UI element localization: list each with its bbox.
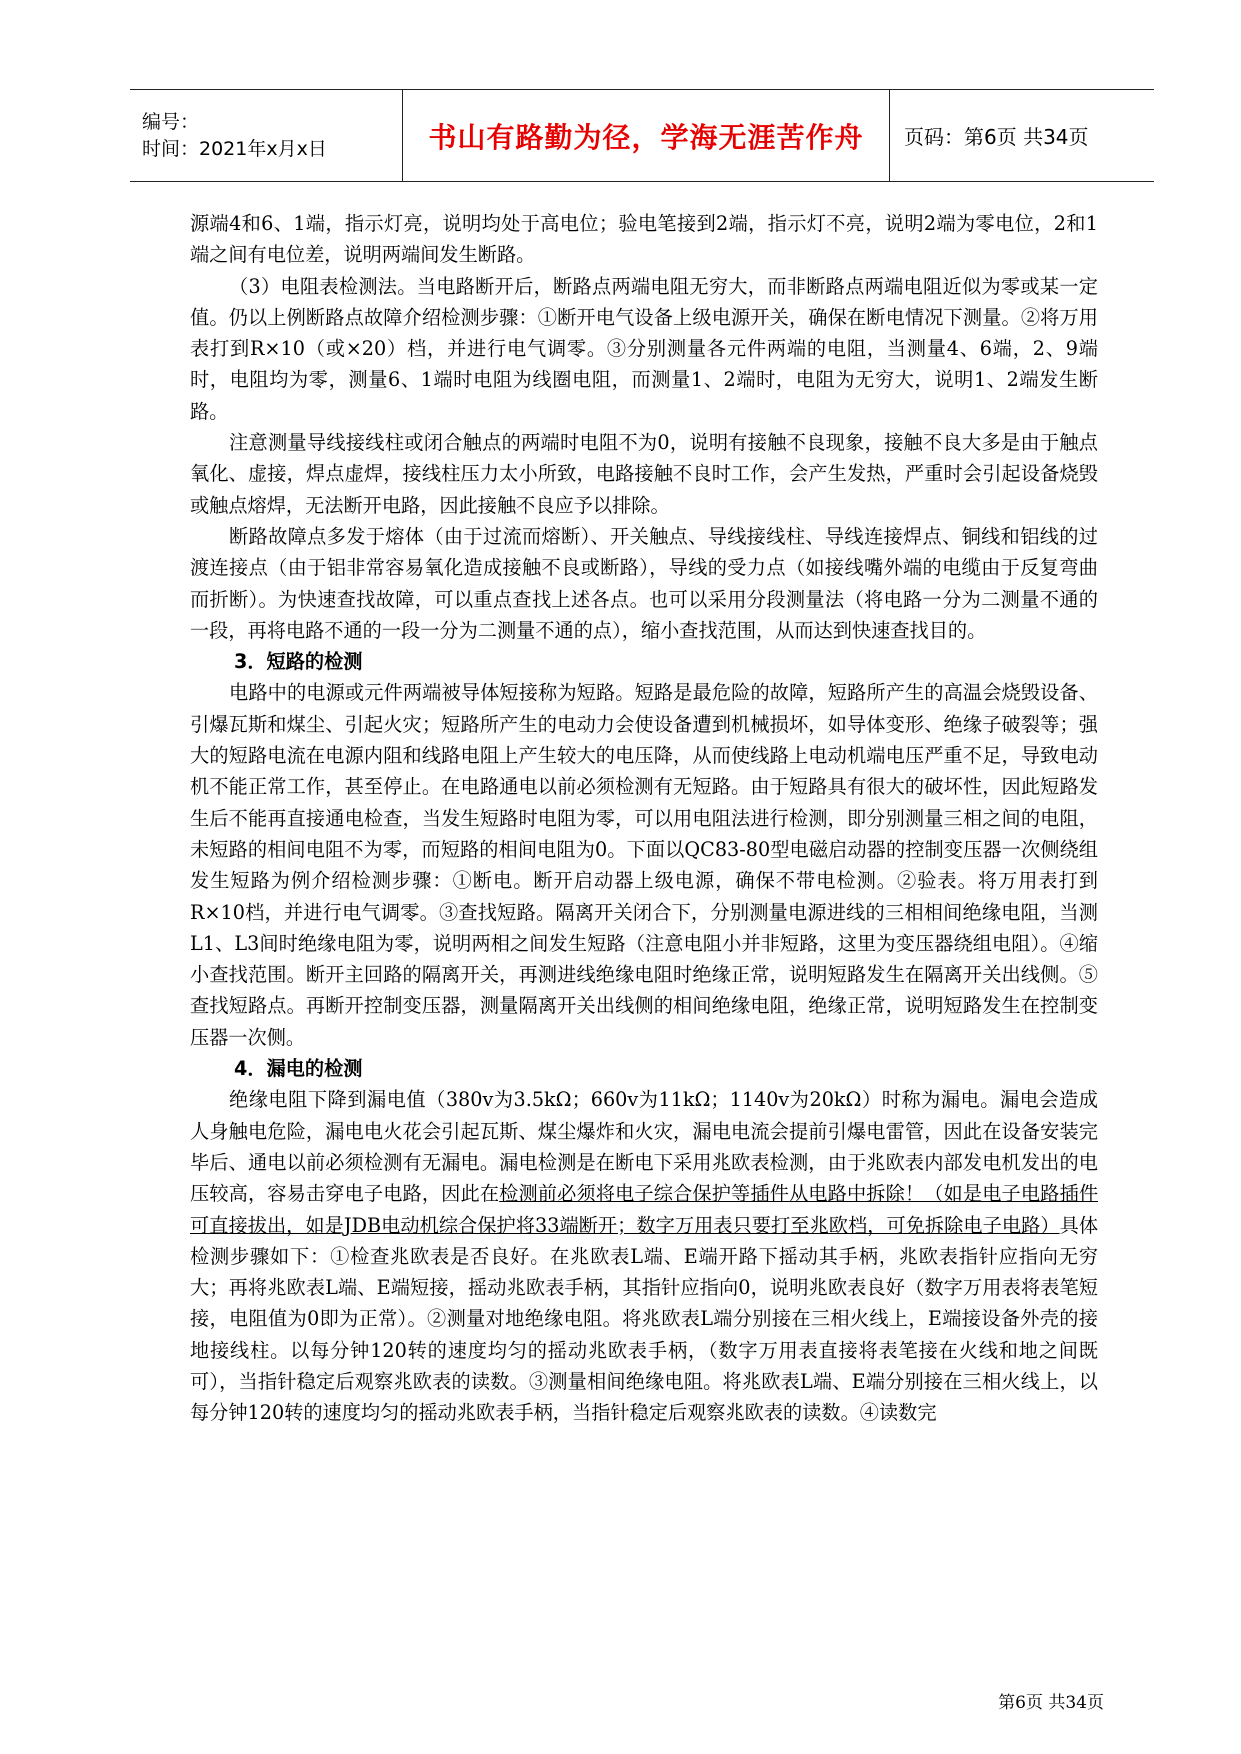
date-label: 时间：2021年x月x日 — [142, 137, 327, 160]
underlined-warning-text: 检测前必须将电子综合保护等插件从电路中拆除！（如是电子电路插件可直接拔出，如是JDB电动机综合保护将33端断开；数字万用表只要打至兆欧档，可免拆除电子电路） — [190, 1182, 1099, 1237]
page-footer: 第6页 共34页 — [998, 1693, 1104, 1713]
paragraph: 断路故障点多发于熔体（由于过流而熔断）、开关触点、导线接线柱、导线连接焊点、铜线和铝线的过渡连接点（由于铝非常容易氧化造成接触不良或断路），导线的受力点（如接线嘴外端的电缆由于反复弯曲而折断）。为快速查找故障，可以重点查找上述各点。也可以采用分段测量法（将电路一分为二测量不通的一段，再将电路不通的一段一分为二测量不通的点），缩小查找范围，从而达到快速查找目的。 — [190, 524, 1098, 642]
section-heading: 3．短路的检测 — [234, 650, 363, 674]
header-meta-cell — [130, 90, 403, 182]
header-motto: 书山有路勤为径，学海无涯苦作舟 — [403, 90, 890, 182]
section-heading: 4．漏电的检测 — [234, 1057, 363, 1081]
paragraph — [190, 1084, 1098, 1428]
paragraph: 电路中的电源或元件两端被导体短接称为短路。短路是最危险的故障，短路所产生的高温会烧毁设备、引爆瓦斯和煤尘、引起火灾；短路所产生的电动力会使设备遭到机械损坏，如导体变形、绝缘子破裂等；强大的短路电流在电源内阻和线路电阻上产生较大的电压降，从而使线路上电动机端电压严重不足，导致电动机不能正常工作，甚至停止。在电路通电以前必须检测有无短路。由于短路具有很大的破坏性，因此短路发生后不能再直接通电检查，当发生短路时电阻为零，可以用电阻法进行检测，即分别测量三相之间的电阻，未短路的相间电阻不为零，而短路的相间电阻为0。下面以QC83-80型电磁启动器的控制变压器一次侧绕组发生短路为例介绍检测步骤：①断电。断开启动器上级电源，确保不带电检测。②验表。将万用表打到R×10档，并进行电气调零。③查找短路。隔离开关闭合下，分别测量电源进线的三相相间绝缘电阻，当测L1、L3间时绝缘电阻为零，说明两相之间发生短路（注意电阻小并非短路，这里为变压器绕组电阻）。④缩小查找范围。断开主回路的隔离开关，再测进线绝缘电阻时绝缘正常，说明短路发生在隔离开关出线侧。⑤查找短路点。再断开控制变压器，测量隔离开关出线侧的相间绝缘电阻，绝缘正常，说明短路发生在控制变压器一次侧。 — [190, 681, 1098, 1049]
paragraph: （3）电阻表检测法。当电路断开后，断路点两端电阻无穷大，而非断路点两端电阻近似为零或某一定值。仍以上例断路点故障介绍检测步骤：①断开电气设备上级电源开关，确保在断电情况下测量。②将万用表打到R×10（或×20）档，并进行电气调零。③分别测量各元件两端的电阻，当测量4、6端，2、9端时，电阻均为零，测量6、1端时电阻为线圈电阻，而测量1、2端时，电阻为无穷大，说明1、2端发生断路。 — [190, 274, 1098, 423]
document-body — [190, 208, 1098, 1429]
paragraph: 源端4和6、1端，指示灯亮，说明均处于高电位；验电笔接到2端，指示灯不亮，说明2端为零电位，2和1端之间有电位差，说明两端间发生断路。 — [190, 212, 1098, 267]
paragraph-text: 具体检测步骤如下：①检查兆欧表是否良好。在兆欧表L端、E端开路下摇动其手柄，兆欧表指针应指向无穷大；再将兆欧表L端、E端短接，摇动兆欧表手柄，其指针应指向0，说明兆欧表良好（数字万用表将表笔短接，电阻值为0即为正常）。②测量对地绝缘电阻。将兆欧表L端分别接在三相火线上，E端接设备外壳的接地接线柱。以每分钟120转的速度均匀的摇动兆欧表手柄，（数字万用表直接将表笔接在火线和地之间既可），当指针稳定后观察兆欧表的读数。③测量相间绝缘电阻。将兆欧表L端、E端分别接在三相火线上，以每分钟120转的速度均匀的摇动兆欧表手柄，当指针稳定后观察兆欧表的读数。④读数完 — [190, 1213, 1099, 1425]
paragraph: 注意测量导线接线柱或闭合触点的两端时电阻不为0，说明有接触不良现象，接触不良大多是由于触点氧化、虚接，焊点虚焊，接线柱压力太小所致，电路接触不良时工作，会产生发热，严重时会引起设备烧毁或触点熔焊，无法断开电路，因此接触不良应予以排除。 — [190, 431, 1098, 517]
document-header — [130, 89, 1154, 182]
paragraph-text: 绝缘电阻下降到漏电值（380v为3.5kΩ；660v为11kΩ；1140v为20kΩ）时称为漏电。漏电会造成人身触电危险，漏电电火花会引起瓦斯、煤尘爆炸和火灾，漏电电流会提前引爆电雷管，因此在设备安装完毕后、通电以前必须检测有无漏电。漏电检测是在断电下采用兆欧表检测，由于兆欧表内部发电机发出的电压较高，容易击穿电子电路，因此在 — [190, 1088, 1098, 1206]
doc-number-label: 编号： — [142, 110, 200, 133]
header-page-info: 页码：第6页 共34页 — [890, 90, 1155, 182]
